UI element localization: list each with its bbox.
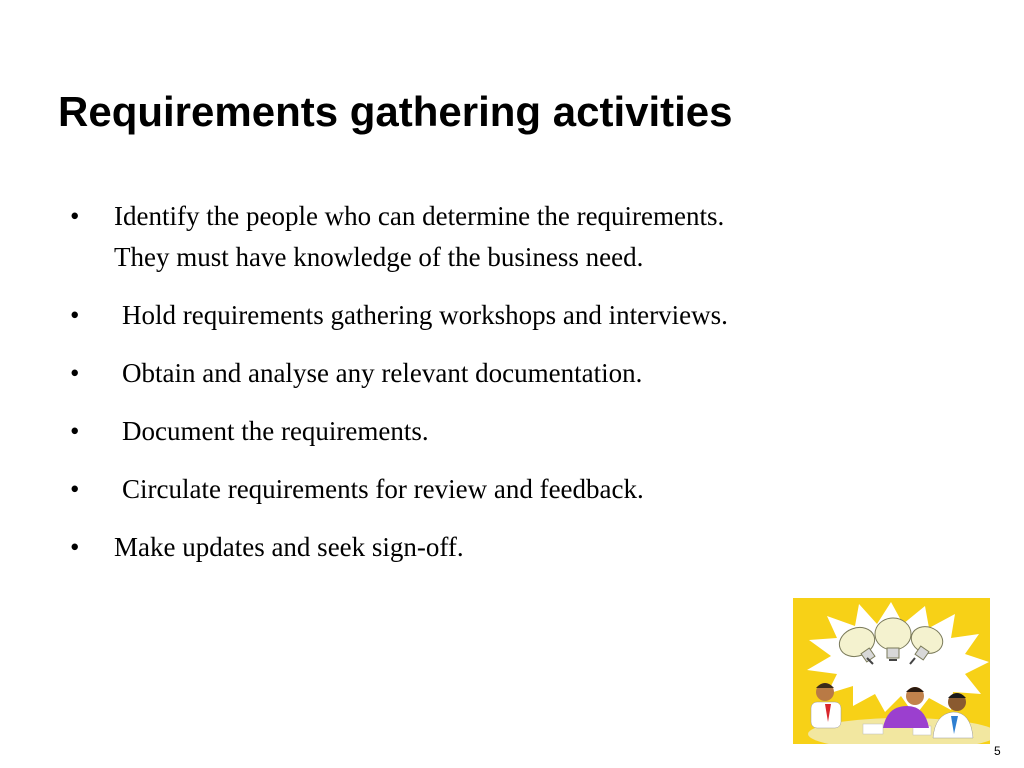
bullet-dot: • (70, 201, 80, 231)
bullet-item (70, 295, 950, 336)
bullet-text: Circulate requirements for review and feedback. (122, 474, 644, 504)
bullet-item (70, 196, 950, 278)
bullet-item (70, 353, 950, 394)
bullet-dot: • (70, 532, 80, 562)
bullet-text: Obtain and analyse any relevant documentation. (122, 358, 643, 388)
bullet-list (70, 196, 950, 585)
bullet-item (70, 411, 950, 452)
bullet-text: Hold requirements gathering workshops and interviews. (122, 300, 728, 330)
bullet-dot: • (70, 474, 80, 504)
bullet-line: Identify the people who can determine the requirements. (114, 201, 725, 231)
bullet-text: Make updates and seek sign-off. (114, 532, 464, 562)
bullet-text (114, 196, 950, 278)
bullet-dot: • (70, 300, 80, 330)
bullet-item (70, 469, 950, 510)
bullet-item (70, 527, 950, 568)
meeting-lightbulbs-clipart (793, 598, 990, 744)
slide-title: Requirements gathering activities (58, 88, 733, 135)
page-number: 5 (994, 744, 1001, 758)
bullet-line: They must have knowledge of the business need. (114, 242, 644, 272)
bullet-dot: • (70, 358, 80, 388)
paper-shape (863, 724, 883, 734)
bullet-text: Document the requirements. (122, 416, 429, 446)
bullet-dot: • (70, 416, 80, 446)
